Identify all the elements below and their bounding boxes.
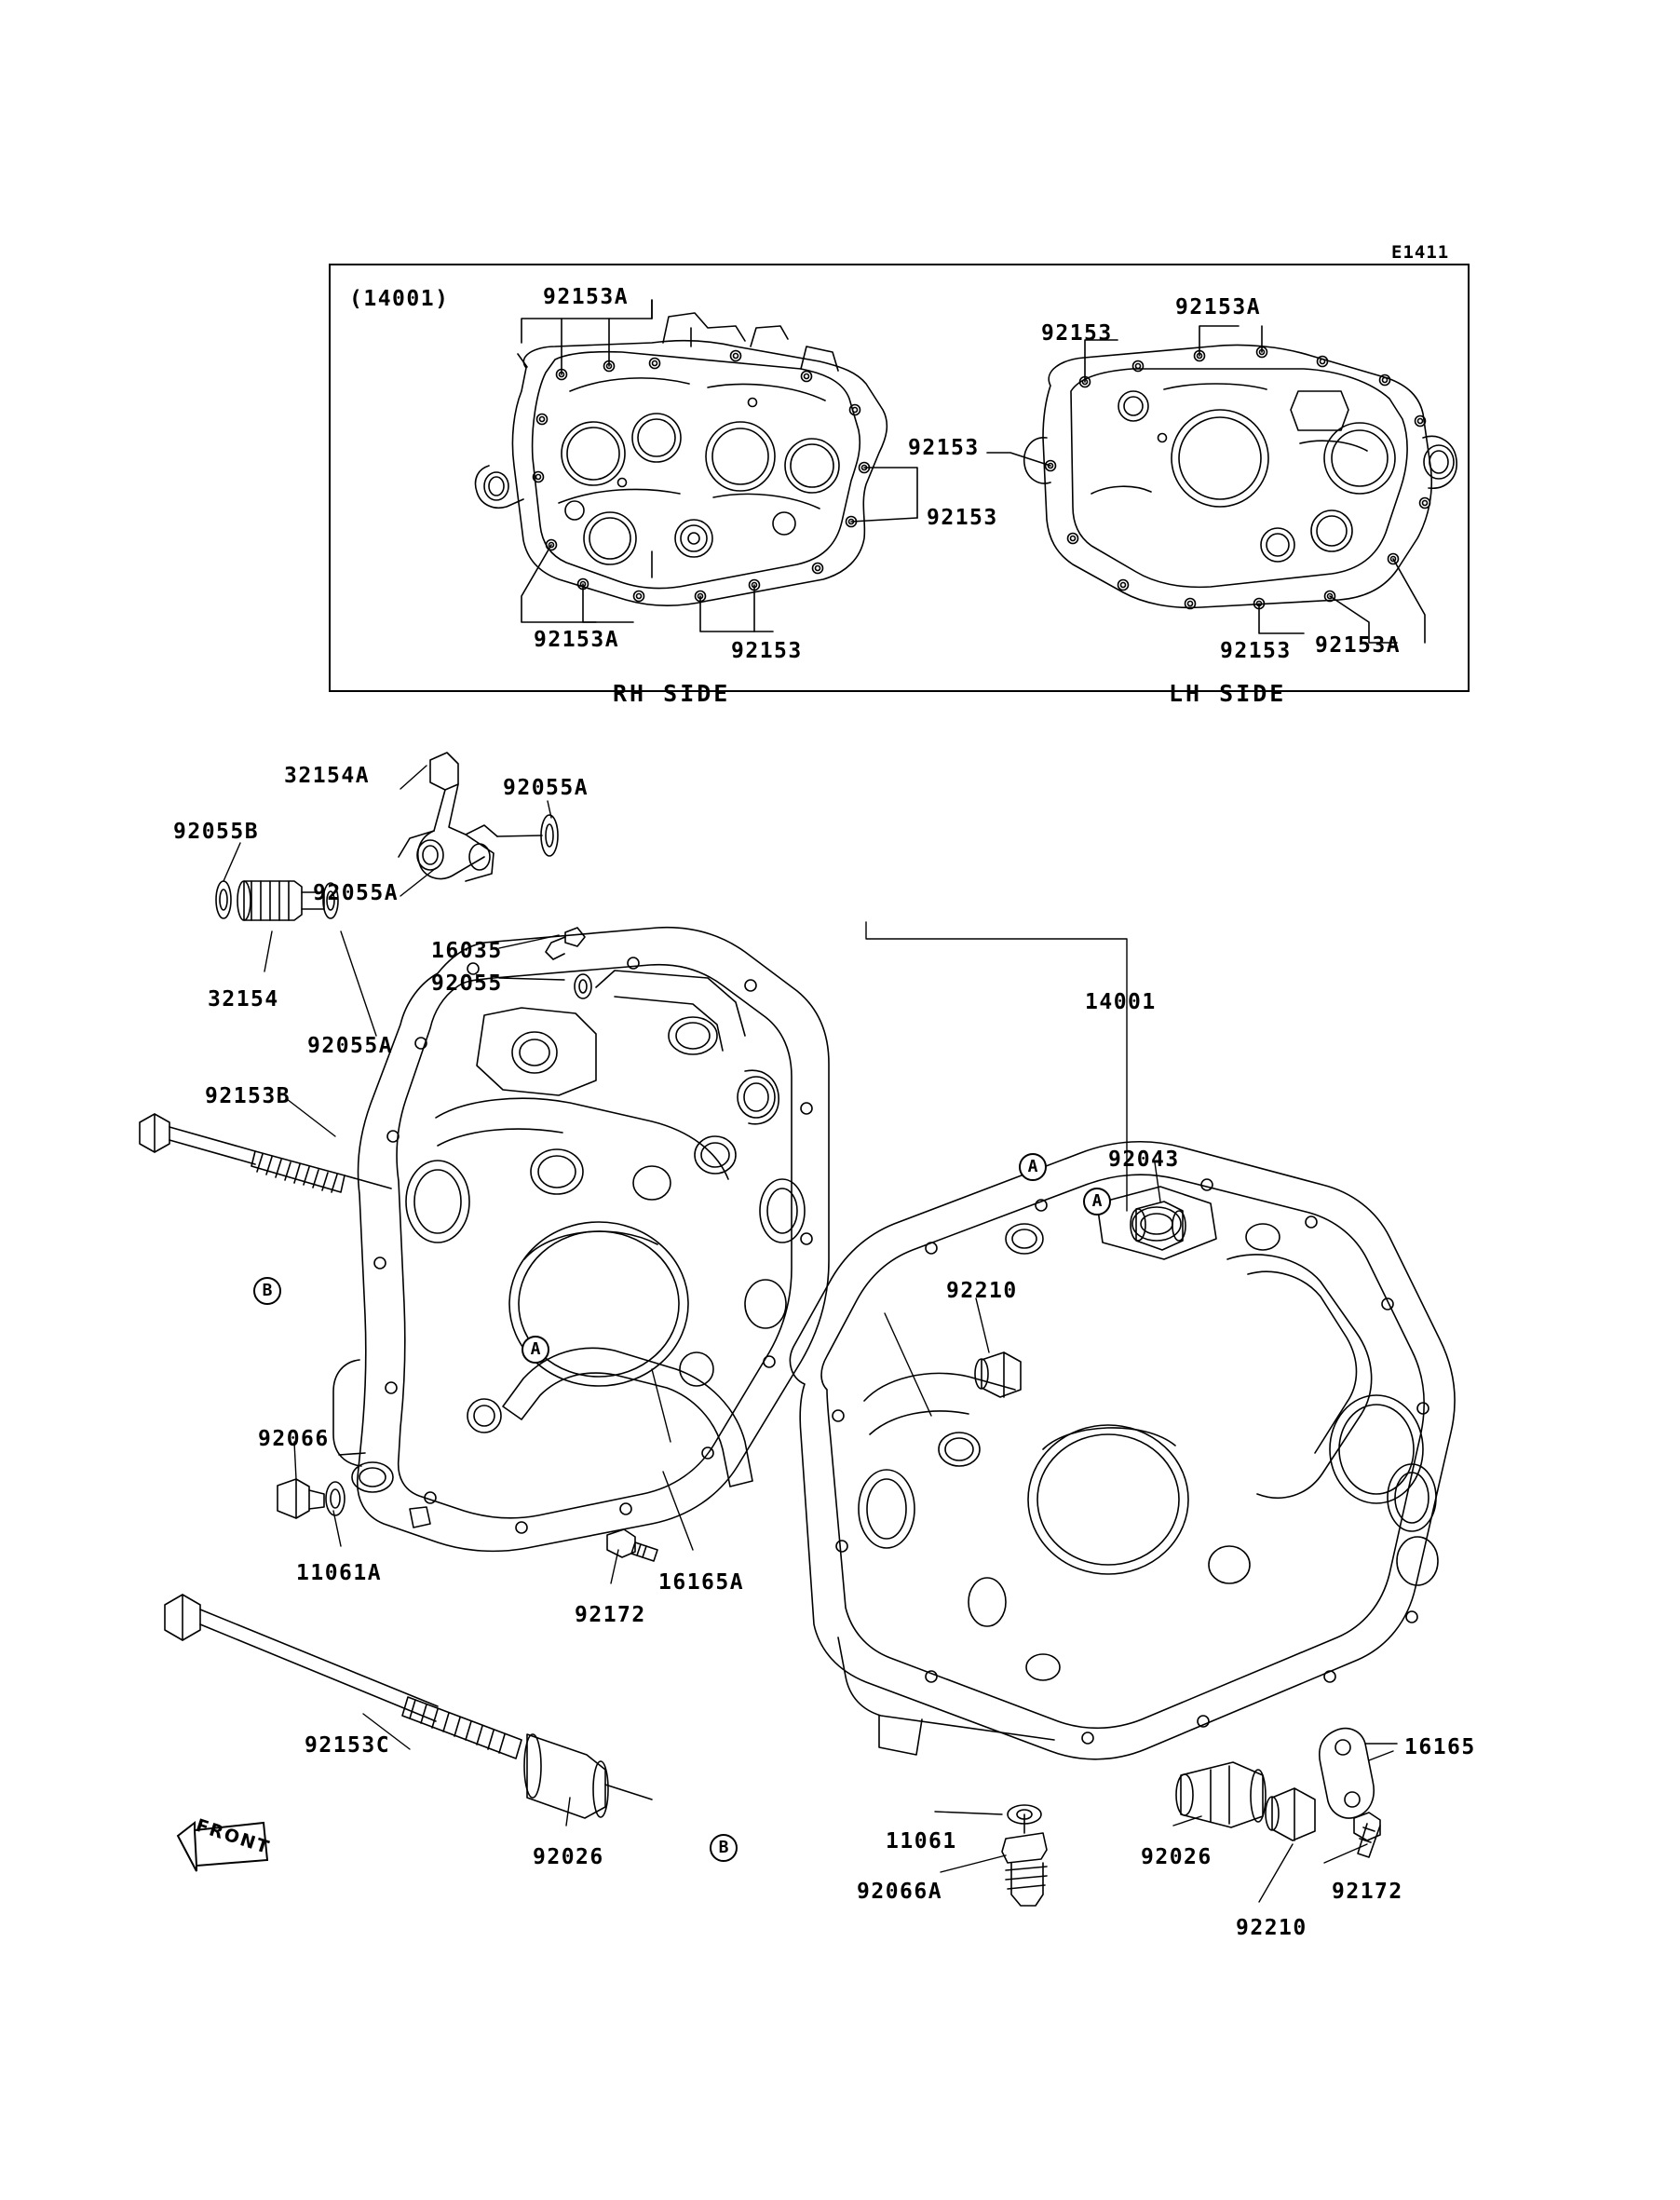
small-parts-16035 [546, 928, 591, 998]
front-label: FRONT [193, 1814, 274, 1859]
part-label-92153C: 92153C [305, 1733, 391, 1758]
part-label-92026-left: 92026 [533, 1845, 604, 1869]
inset-label-lh-top-left: 92153 [1041, 321, 1113, 346]
part-label-92172-left: 92172 [575, 1603, 646, 1627]
nut-92210-right [1266, 1788, 1315, 1840]
inset-label-top-left: 92153A [543, 285, 630, 309]
shift-lever-assembly [399, 753, 558, 881]
callout-b-2: B [710, 1834, 738, 1862]
part-label-92026-right: 92026 [1141, 1845, 1213, 1869]
callout-b-1: B [253, 1277, 281, 1305]
inset-label-bottom-left: 92153A [534, 628, 620, 652]
part-label-92066: 92066 [258, 1427, 330, 1451]
inset-label-right-mid: 92153 [927, 506, 998, 530]
callout-a-2: A [1083, 1188, 1111, 1215]
inset-label-lh-top-right: 92153A [1175, 295, 1262, 319]
callout-a-1: A [1019, 1153, 1047, 1181]
main-lh-case [790, 1142, 1455, 1759]
part-label-92153B: 92153B [205, 1084, 291, 1108]
plug-92066 [278, 1479, 345, 1518]
inset-lh-side-label: LH SIDE [1169, 680, 1287, 707]
sheet-code: E1411 [1391, 242, 1450, 263]
bolt-92153C [165, 1595, 652, 1818]
part-label-92066A: 92066A [857, 1880, 943, 1904]
inset-rh-side-label: RH SIDE [613, 680, 731, 707]
part-label-92055B: 92055B [173, 820, 260, 844]
part-label-92055A-low: 92055A [307, 1034, 394, 1058]
drain-plug-assembly [1002, 1805, 1047, 1906]
part-label-16165A: 16165A [658, 1570, 745, 1595]
part-label-32154A: 32154A [284, 764, 371, 788]
part-label-92043: 92043 [1108, 1148, 1180, 1172]
inset-label-lh-left: 92153 [908, 436, 980, 460]
callout-a-3: A [522, 1336, 549, 1364]
part-label-11061A: 11061A [296, 1561, 383, 1585]
inset-panel [329, 264, 1470, 692]
leader-lines-main [224, 766, 1393, 1902]
inset-label-lh-bottom-left: 92153 [1220, 639, 1292, 663]
inset-label-lh-bottom-right: 92153A [1315, 633, 1402, 658]
part-label-92210-mid: 92210 [946, 1279, 1018, 1303]
part-label-92172-right: 92172 [1332, 1880, 1403, 1904]
nut-92210-mid [975, 1352, 1021, 1397]
front-direction-marker [170, 1812, 273, 1877]
part-label-32154: 32154 [208, 987, 279, 1012]
part-label-16165: 16165 [1404, 1735, 1476, 1759]
part-label-16035: 16035 [431, 939, 503, 963]
pin-92043 [1131, 1202, 1185, 1250]
screw-92172-left [607, 1529, 657, 1561]
inset-label-bottom-mid: 92153 [731, 639, 803, 663]
bracket-16165 [1320, 1729, 1397, 1818]
main-rh-case [333, 928, 829, 1552]
screw-92172-right [1354, 1813, 1380, 1857]
part-label-14001: 14001 [1085, 990, 1157, 1014]
part-label-92055A-top: 92055A [503, 776, 589, 800]
part-label-92210-right: 92210 [1236, 1916, 1307, 1940]
bolt-92153B [140, 1114, 391, 1192]
part-label-11061: 11061 [886, 1829, 957, 1854]
part-label-92055: 92O55 [431, 971, 503, 996]
collar-92026-right [1176, 1762, 1266, 1827]
inset-title: (14001) [349, 287, 450, 311]
part-label-92055A-mid: 92055A [313, 881, 400, 905]
